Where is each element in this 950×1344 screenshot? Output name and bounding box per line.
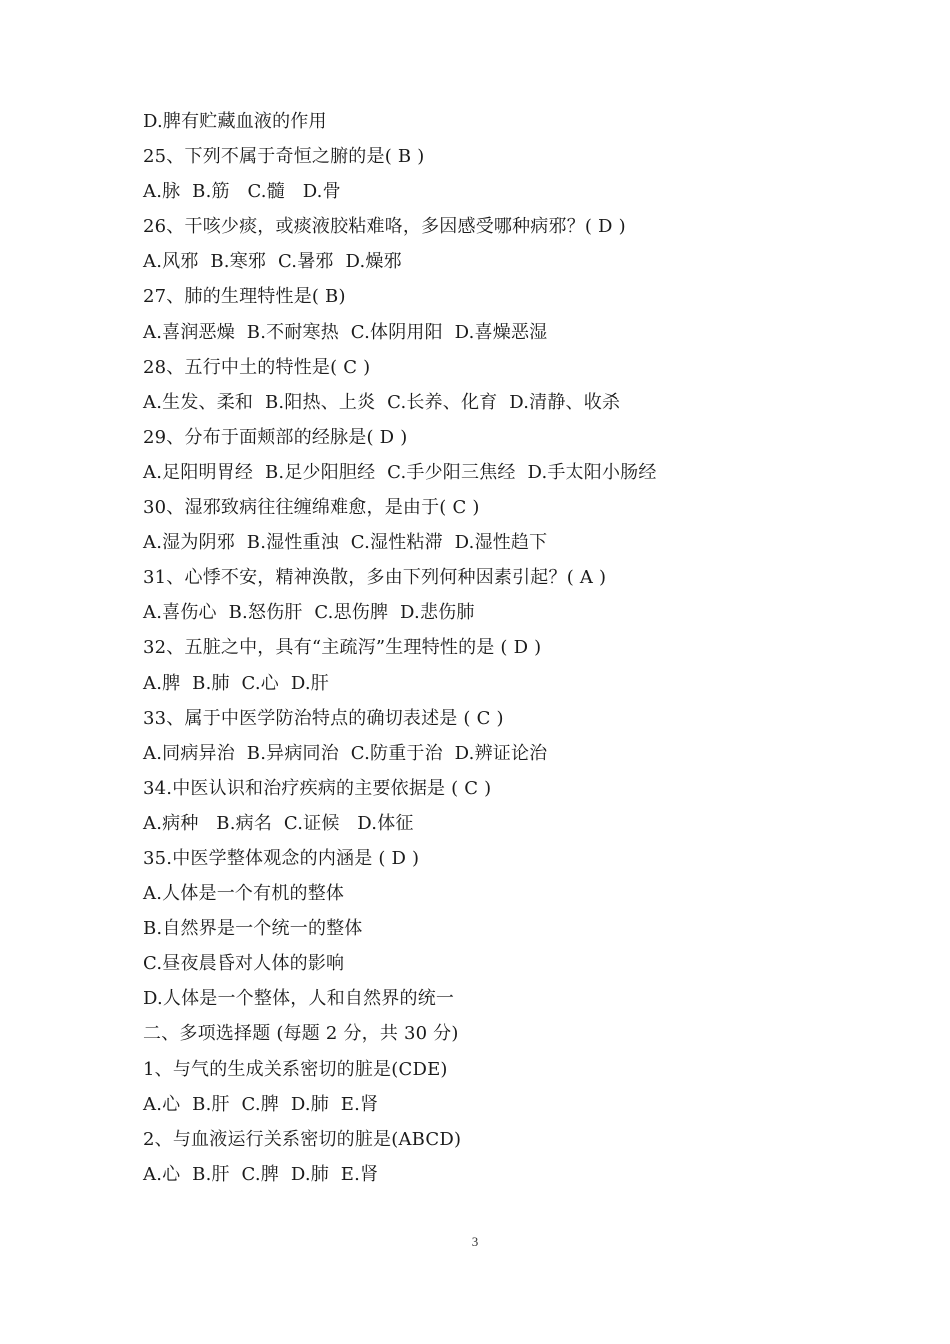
question-34: 34.中医认识和治疗疾病的主要依据是 ( C ) (143, 777, 492, 799)
question-33: 33、属于中医学防治特点的确切表述是 ( C ) (143, 707, 504, 729)
options-29: A.足阳明胃经 B.足少阳胆经 C.手少阳三焦经 D.手太阳小肠经 (143, 461, 657, 483)
question-28: 28、五行中土的特性是( C ) (143, 356, 371, 378)
multi-options-1: A.心 B.肝 C.脾 D.肺 E.肾 (143, 1093, 379, 1115)
options-30: A.湿为阴邪 B.湿性重浊 C.湿性粘滞 D.湿性趋下 (143, 532, 548, 554)
options-28: A.生发、柔和 B.阳热、上炎 C.长养、化育 D.清静、收杀 (143, 391, 621, 413)
option-35-b: B.自然界是一个统一的整体 (143, 918, 363, 940)
question-27: 27、肺的生理特性是( B) (143, 286, 346, 308)
multi-options-2: A.心 B.肝 C.脾 D.肺 E.肾 (143, 1163, 379, 1185)
option-35-c: C.昼夜晨昏对人体的影响 (143, 953, 345, 975)
options-25: A.脉 B.筋 C.髓 D.骨 (143, 181, 341, 203)
section-heading: 二、多项选择题 (每题 2 分，共 30 分) (143, 1023, 459, 1045)
options-27: A.喜润恶燥 B.不耐寒热 C.体阴用阳 D.喜燥恶湿 (143, 321, 548, 343)
multi-question-1: 1、与气的生成关系密切的脏是(CDE) (143, 1058, 448, 1080)
question-26: 26、干咳少痰，或痰液胶粘难咯，多因感受哪种病邪？( D ) (143, 216, 626, 238)
question-25: 25、下列不属于奇恒之腑的是( B ) (143, 146, 425, 168)
options-26: A.风邪 B.寒邪 C.暑邪 D.燥邪 (143, 251, 402, 273)
question-31: 31、心悸不安，精神涣散，多由下列何种因素引起？( A ) (143, 567, 607, 589)
question-35: 35.中医学整体观念的内涵是 ( D ) (143, 847, 420, 869)
question-29: 29、分布于面颊部的经脉是( D ) (143, 426, 408, 448)
options-32: A.脾 B.肺 C.心 D.肝 (143, 672, 329, 694)
text-line: D.脾有贮藏血液的作用 (143, 111, 327, 132)
options-33: A.同病异治 B.异病同治 C.防重于治 D.辨证论治 (143, 742, 548, 764)
question-32: 32、五脏之中，具有“主疏泻”生理特性的是 ( D ) (143, 637, 542, 659)
option-35-a: A.人体是一个有机的整体 (143, 883, 345, 905)
options-34: A.病种 B.病名 C.证候 D.体征 (143, 812, 414, 834)
question-30: 30、湿邪致病往往缠绵难愈，是由于( C ) (143, 497, 480, 519)
page-number: 3 (471, 1234, 479, 1249)
document-body (143, 104, 863, 1192)
multi-question-2: 2、与血液运行关系密切的脏是(ABCD) (143, 1128, 462, 1150)
options-31: A.喜伤心 B.怒伤肝 C.思伤脾 D.悲伤肺 (143, 602, 475, 624)
option-35-d: D.人体是一个整体，人和自然界的统一 (143, 988, 455, 1010)
